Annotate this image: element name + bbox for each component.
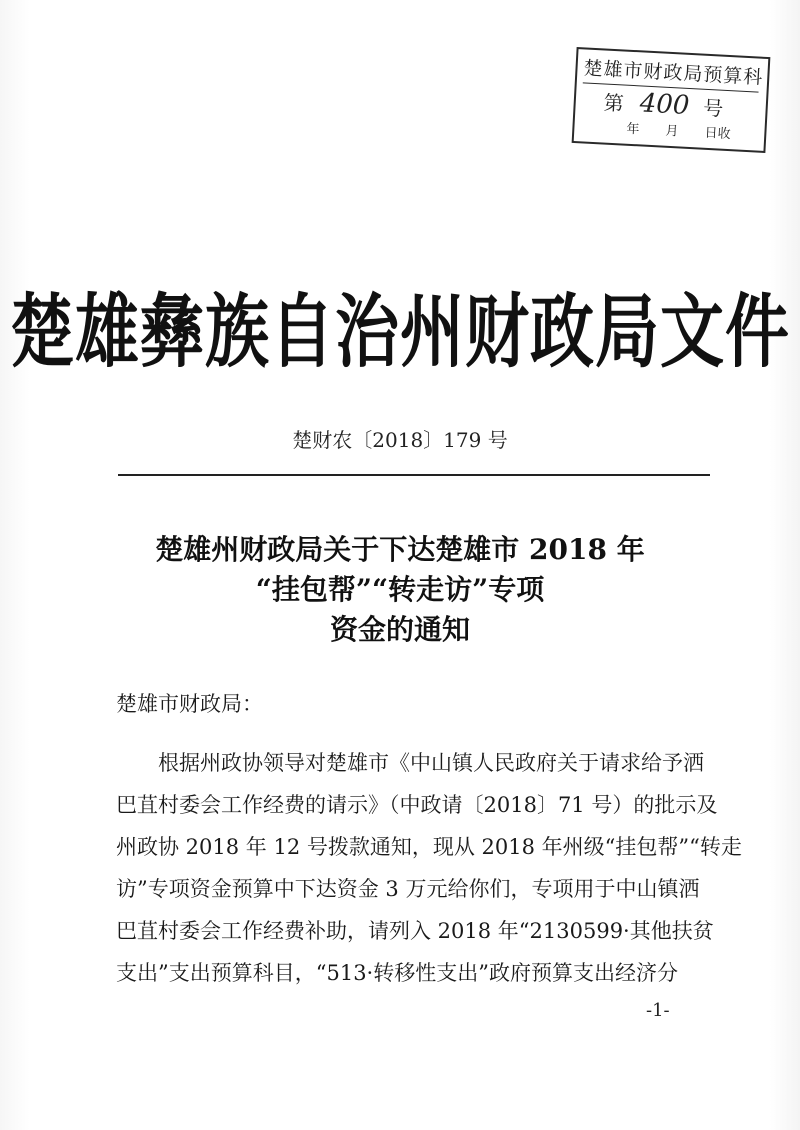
body-line-5: 巴苴村委会工作经费补助，请列入 2018 年“2130599·其他扶贫 [116, 919, 714, 943]
header-divider [118, 474, 710, 476]
salutation: 楚雄市财政局： [116, 692, 263, 716]
document-masthead: 楚雄彝族自治州财政局文件 [10, 286, 790, 380]
body-line-4: 访”专项资金预算中下达资金 3 万元给你们，专项用于中山镇洒 [116, 877, 700, 901]
page-number: -1- [646, 1000, 670, 1021]
document-body [116, 688, 742, 994]
stamp-serial-prefix: 第 [603, 90, 625, 116]
document-number: 楚财农〔2018〕179 号 [292, 428, 508, 452]
title-line-2: “挂包帮”“转走访”专项 [255, 573, 545, 606]
receipt-stamp [572, 47, 771, 153]
stamp-serial-number: 400 [638, 88, 691, 121]
stamp-date-line: 年 月 日收 [626, 121, 731, 143]
body-line-3: 州政协 2018 年 12 号拨款通知，现从 2018 年州级“挂包帮”“转走 [116, 835, 742, 859]
body-line-2: 巴苴村委会工作经费的请示》（中政请〔2018〕71 号）的批示及 [116, 793, 718, 817]
stamp-serial-suffix: 号 [702, 95, 724, 121]
title-line-3: 资金的通知 [329, 613, 470, 646]
stamp-office-name: 楚雄市财政局预算科 [583, 53, 760, 92]
document-title [0, 530, 800, 650]
stamp-serial-line [603, 87, 754, 125]
body-line-6: 支出”支出预算科目，“513·转移性支出”政府预算支出经济分 [116, 961, 678, 985]
body-line-1: 根据州政协领导对楚雄市《中山镇人民政府关于请求给予洒 [158, 751, 704, 775]
title-line-1: 楚雄州财政局关于下达楚雄市 2018 年 [155, 533, 645, 566]
